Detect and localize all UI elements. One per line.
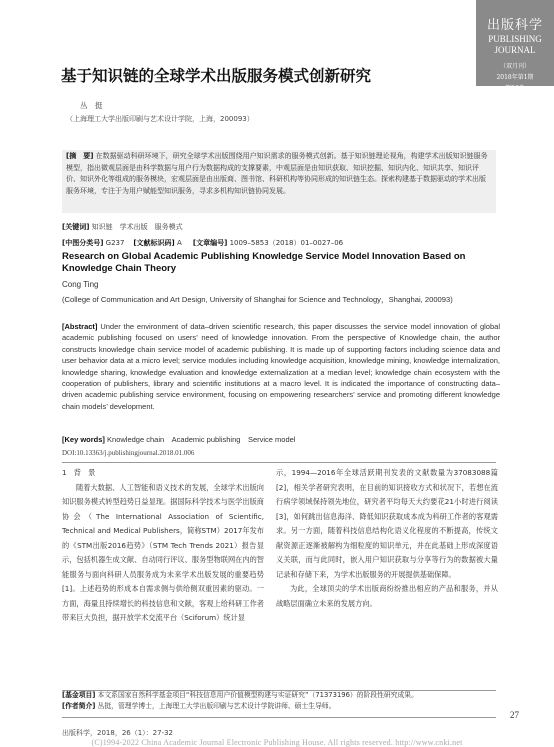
footnote-divider bbox=[62, 717, 496, 718]
clc-label: [中图分类号] bbox=[62, 239, 104, 247]
article-affiliation: （上海理工大学出版印刷与艺术设计学院，上海，200093） bbox=[66, 115, 254, 123]
journal-name-en-1: PUBLISHING bbox=[488, 34, 542, 44]
footnotes bbox=[62, 690, 496, 712]
doc-code-label: [文献标识码] bbox=[133, 239, 175, 247]
body-paragraph: 示，1994—2016年全球活跃期刊发表的文献数量为37083088篇[2]，相关学者研究表明，在目前的知识接收方式和状况下，若想在流行病学领域保持领先地位，研究者平均每天大约要花21小时进行阅读[3]，如何跳出信息海洋、降低知识获取成本成为科研工作者的客观需求。另一方面，随着科技信息结构化语义化程度的不断提高，传统文献资源正逐渐被解构为细粒度的知识单元，并在此基础上形成深度语义关联，而与此同时，嵌入用户知识获取与分享等行为的数据被大量记录和存储下来，为学术出版服务的开展提供基础保障。 bbox=[276, 468, 498, 579]
journal-frequency: （双月刊） bbox=[499, 63, 530, 70]
copyright-watermark: (C)1994-2022 China Academic Journal Electronic Publishing House. All rights reserved. http://www.cnki.net bbox=[91, 738, 463, 747]
body-column-right bbox=[276, 466, 498, 611]
doi: DOI:10.13363/j.publishingjournal.2018.01.006 bbox=[62, 449, 195, 457]
article-number-value: 1009–5853（2018）01–0027–06 bbox=[229, 239, 344, 247]
article-title: 基于知识链的全球学术出版服务模式创新研究 bbox=[61, 67, 372, 85]
abstract-en-label: [Abstract] bbox=[62, 322, 98, 331]
author-bio bbox=[62, 701, 496, 712]
body-paragraph: 随着大数据、人工智能和语义技术的发展，全球学术出版向知识服务模式转型趋势日益显现。据国际科学技术与医学出版商协会（The International Association of Scientific, Technical and Medical Publishers，简称STM）2017年发布的《STM出版2016趋势》（STM Tech Trends 2021）报告显示，包括机器生成文献、自动同行评议、服务型物联网在内的智能服务与面向科研人员服务成为未来学术出版发展的重要趋势[1]。上述趋势的形成本自需求侧与供给侧双重因素的驱动。一方面，海量且持续增长的科技信息和文献，客观上给科研工作者带来巨大负担，据开放学术交流平台（Sciforum）统计显 bbox=[62, 482, 264, 622]
journal-name-cn: 出版科学 bbox=[486, 18, 543, 33]
classification-line bbox=[62, 238, 343, 250]
keywords-cn bbox=[62, 222, 183, 234]
journal-footer: 出版科学，2018，26（1）：27-32 bbox=[62, 729, 174, 737]
keywords-en-text: Knowledge chain Academic publishing Service model bbox=[107, 435, 296, 444]
abstract-cn-label: [摘 要] bbox=[66, 152, 94, 160]
body-column-left bbox=[62, 466, 264, 626]
english-author: Cong Ting bbox=[62, 280, 99, 289]
abstract-cn bbox=[62, 150, 496, 197]
abstract-en-text: Under the environment of data–driven scientific research, this paper discusses the service model innovation of global academic publishing focused on users’ need of knowledge innovation. From the perspective of Knowledge chain, the author constructs knowledge chain service model of academic publishing. It is made up of supporting factors including science data and user behavior data at a micro level; service modules including knowledge acquisition, knowledge mining, knowledge internalization, knowledge sharing, knowledge evaluation and knowledge externalization at a median level; knowledge chain ecosystem with the cooperation of publishers, library and scientific institutions at a macro level. It is indicated the importance of constructing data–driven academic publishing service environment, focusing on empowering researchers’ service and promoting different knowledge chain models’ development. bbox=[62, 322, 500, 411]
keywords-en-label: [Key words] bbox=[62, 435, 105, 444]
clc-value: G237 bbox=[105, 239, 125, 247]
journal-badge bbox=[476, 0, 554, 92]
article-author: 丛 挺 bbox=[80, 101, 103, 110]
bio-label: [作者简介] bbox=[62, 702, 96, 710]
fund-note bbox=[62, 690, 496, 701]
abstract-cn-box bbox=[62, 150, 496, 213]
doc-code-value: A bbox=[176, 239, 182, 247]
keywords-cn-label: [关键词] bbox=[62, 223, 90, 231]
bio-text: 丛挺，管理学博士，上海理工大学出版印刷与艺术设计学院讲师、硕士生导师。 bbox=[97, 702, 336, 710]
keywords-en bbox=[62, 434, 295, 445]
body-paragraph: 为此，全球顶尖的学术出版商纷纷推出相应的产品和服务，并从战略层面确立未来的发展方向。 bbox=[276, 584, 498, 608]
english-title: Research on Global Academic Publishing Knowledge Service Model Innovation Based on Knowledge Chain Theory bbox=[62, 251, 466, 274]
journal-name-en-2: JOURNAL bbox=[494, 45, 536, 55]
english-affiliation: (College of Communication and Art Design, University of Shanghai for Science and Technology，Shanghai, 200093) bbox=[62, 295, 453, 304]
divider bbox=[62, 462, 496, 463]
fund-text: 本文系国家自然科学基金项目“科技信息用户价值模型构建与实证研究”（71373196）的阶段性研究成果。 bbox=[97, 691, 418, 699]
page-number: 27 bbox=[510, 710, 519, 720]
fund-label: [基金项目] bbox=[62, 691, 96, 699]
keywords-cn-text: 知识链 学术出版 服务模式 bbox=[91, 223, 183, 231]
journal-issue: 2018年第1期 bbox=[496, 74, 534, 81]
article-number-label: [文章编号] bbox=[192, 239, 228, 247]
section-heading: 1 背 景 bbox=[62, 468, 96, 477]
abstract-cn-text: 在数据驱动科研环境下，研究全球学术出版围绕用户知识需求的服务模式创新。基于知识链理论视角，构建学术出版知识链服务模型，指出微观层面是由科学数据与用户行为数据构成的支撑要素，中观层面是由知识获取、知识挖掘、知识内化、知识共享、知识评价、知识外化等组成的服务模块，宏观层面是由出版商、图书馆、科研机构等协同形成的知识链生态。探索构建基于数据驱动的学术出版服务环境，专注于为用户赋能型知识服务，寻求多机构知识链协同发展。 bbox=[66, 152, 488, 195]
journal-volume: 第26卷 bbox=[505, 85, 525, 92]
abstract-en bbox=[62, 321, 500, 412]
